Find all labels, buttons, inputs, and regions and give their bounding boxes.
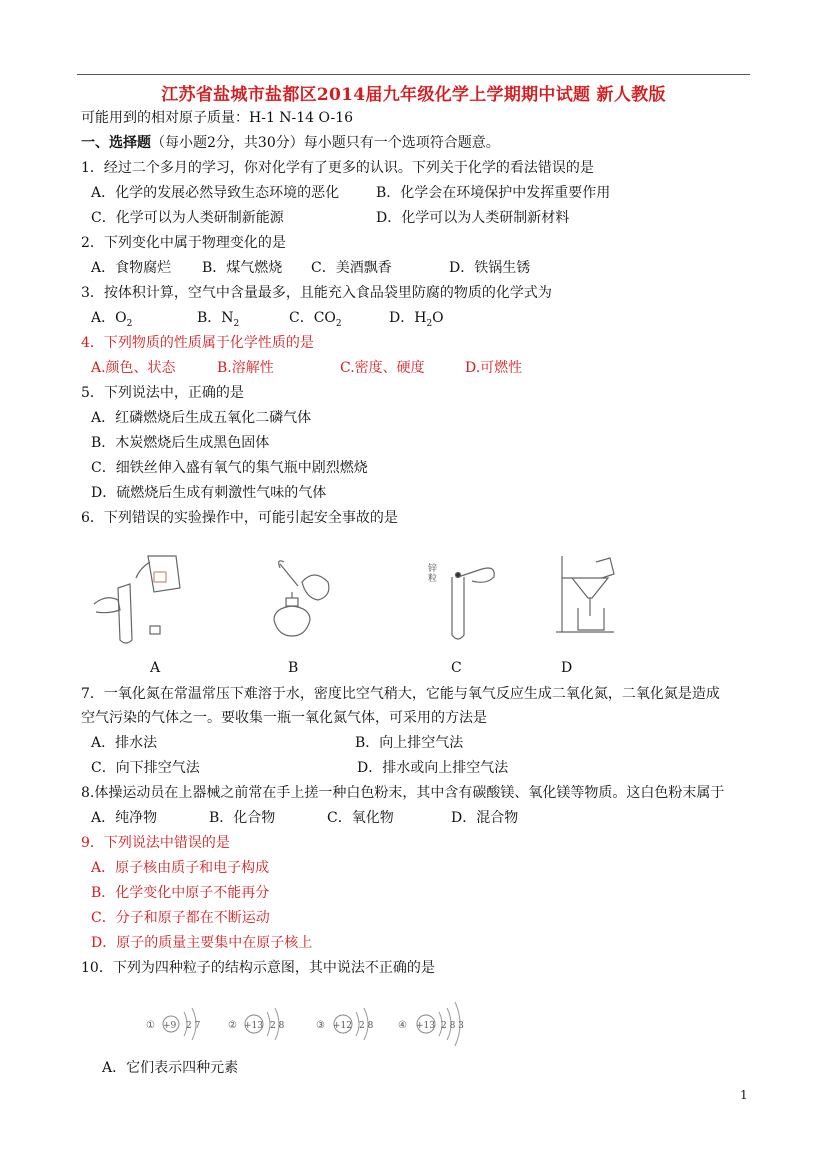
q1-option-a: A．化学的发展必然导致生态环境的恶化 [91,185,340,201]
q1-option-b: B．化学会在环境保护中发挥重要作用 [376,185,611,201]
q9-stem: 9．下列说法中错误的是 [81,835,230,851]
q2-option-b: B．煤气燃烧 [202,260,283,276]
q1-stem: 1．经过二个多月的学习，你对化学有了更多的认识。下列关于化学的看法错误的是 [81,160,594,176]
q5-option-d: D．硫燃烧后生成有刺激性气味的气体 [91,485,327,501]
q3-stem: 3．按体积计算，空气中含量最多，且能充入食品袋里防腐的物质的化学式为 [81,285,552,301]
particle-3 [316,1008,374,1040]
lab-figure-c-zinc [422,555,502,645]
q4-option-b: B.溶解性 [217,360,274,376]
q3-d-text-end: O [432,310,444,326]
q7-stem-line1: 7．一氧化氮在常温常压下难溶于水，密度比空气稍大，它能与氧气反应生成二氧化氮，二氧化氮是造成 [81,686,720,702]
lab-figure-a-pouring [88,548,188,648]
q2-option-d: D．铁锅生锈 [449,260,531,276]
figure-label-d: D [561,660,573,676]
q3-b-text: B．N [197,310,234,326]
section-instructions: （每小题2分，共30分）每小题只有一个选项符合题意。 [151,135,500,151]
particle-1-nucleus: +9 [163,1021,177,1031]
q1-option-d: D．化学可以为人类研制新材料 [376,210,570,226]
q5-option-c: C．细铁丝伸入盛有氧气的集气瓶中剧烈燃烧 [91,460,368,476]
q3-option-b [197,308,239,334]
lab-figure-c-tag [428,562,437,584]
particle-2 [228,1008,285,1040]
particle-4-nucleus: +13 [416,1021,435,1031]
particle-1 [146,1008,201,1040]
atomic-structure-diagrams [140,990,480,1060]
q7-option-c: C．向下排空气法 [91,760,200,776]
q8-option-c: C．氧化物 [327,810,394,826]
q2-option-c: C．美酒飘香 [311,260,392,276]
lab-figure-c-tag-line1: 锌 [428,564,438,574]
q2-stem: 2．下列变化中属于物理变化的是 [81,235,286,251]
page-title: 江苏省盐城市盐都区2014届九年级化学上学期期中试题 新人教版 [161,85,666,105]
particle-3-shells: 2 8 [359,1021,374,1031]
header-rule [77,74,750,75]
q8-option-d: D．混合物 [451,810,519,826]
q4-stem: 4．下列物质的性质属于化学性质的是 [81,335,314,351]
q7-option-b: B．向上排空气法 [355,735,464,751]
q8-option-b: B．化合物 [209,810,276,826]
q9-option-a: A．原子核由质子和电子构成 [91,860,270,876]
particle-3-nucleus: +12 [333,1021,352,1031]
page-number: 1 [740,1088,748,1102]
q3-option-a [91,308,132,334]
particle-2-shells: 2 8 [270,1021,285,1031]
q3-a-text: A．O [91,310,127,326]
q3-b-subscript: 2 [233,318,240,329]
q3-option-d [389,308,444,334]
q7-option-d: D．排水或向上排空气法 [357,760,509,776]
particle-4-number: ④ [398,1020,407,1031]
particle-1-shells: 2 7 [186,1021,201,1031]
q3-a-subscript: 2 [126,318,133,329]
particle-1-number: ① [146,1020,155,1031]
lab-figure-d-filtration [552,552,622,638]
q3-c-text: C．CO [289,310,336,326]
lab-figure-c-tag-line2: 粒 [428,574,438,584]
section-heading [81,133,500,153]
q4-option-c: C.密度、硬度 [340,360,425,376]
particle-4 [398,1002,464,1046]
particle-2-nucleus: +13 [244,1021,263,1031]
figure-label-b: B [288,660,299,676]
q9-option-c: C．分子和原子都在不断运动 [91,910,270,926]
figure-label-c: C [451,660,462,676]
q3-d-text: D．H [389,310,427,326]
particle-3-number: ③ [316,1020,325,1031]
q5-stem: 5．下列说法中，正确的是 [81,385,244,401]
q3-c-subscript: 2 [335,318,342,329]
particle-2-number: ② [228,1020,237,1031]
q7-option-a: A．排水法 [91,735,158,751]
q3-d-subscript: 2 [426,318,433,329]
q9-option-b: B．化学变化中原子不能再分 [91,885,270,901]
q6-stem: 6．下列错误的实验操作中，可能引起安全事故的是 [81,510,398,526]
q8-stem: 8.体操运动员在上器械之前常在手上搓一种白色粉末，其中含有碳酸镁、氧化镁等物质。这白色粉末属于 [81,785,725,801]
q10-option-a: A．它们表示四种元素 [102,1060,239,1076]
lab-figure-b-alcohol-lamp [262,552,342,642]
section-title: 一、选择题 [81,135,151,151]
particle-4-shells: 2 8 3 [441,1021,464,1031]
atomic-mass-note: 可能用到的相对原子质量：H-1 N-14 O-16 [81,110,354,126]
q8-option-a: A．纯净物 [91,810,158,826]
q2-option-a: A．食物腐烂 [91,260,172,276]
q4-option-d: D.可燃性 [465,360,523,376]
q7-stem-line2: 空气污染的气体之一。要收集一瓶一氧化氮气体，可采用的方法是 [81,710,487,726]
figure-label-a: A [150,660,161,676]
q4-option-a: A.颜色、状态 [91,360,176,376]
q5-option-b: B．木炭燃烧后生成黑色固体 [91,435,270,451]
q1-option-c: C．化学可以为人类研制新能源 [91,210,284,226]
q5-option-a: A．红磷燃烧后生成五氧化二磷气体 [91,410,312,426]
q3-option-c [289,308,342,334]
q10-stem: 10．下列为四种粒子的结构示意图，其中说法不正确的是 [81,960,435,976]
q9-option-d: D．原子的质量主要集中在原子核上 [91,935,313,951]
